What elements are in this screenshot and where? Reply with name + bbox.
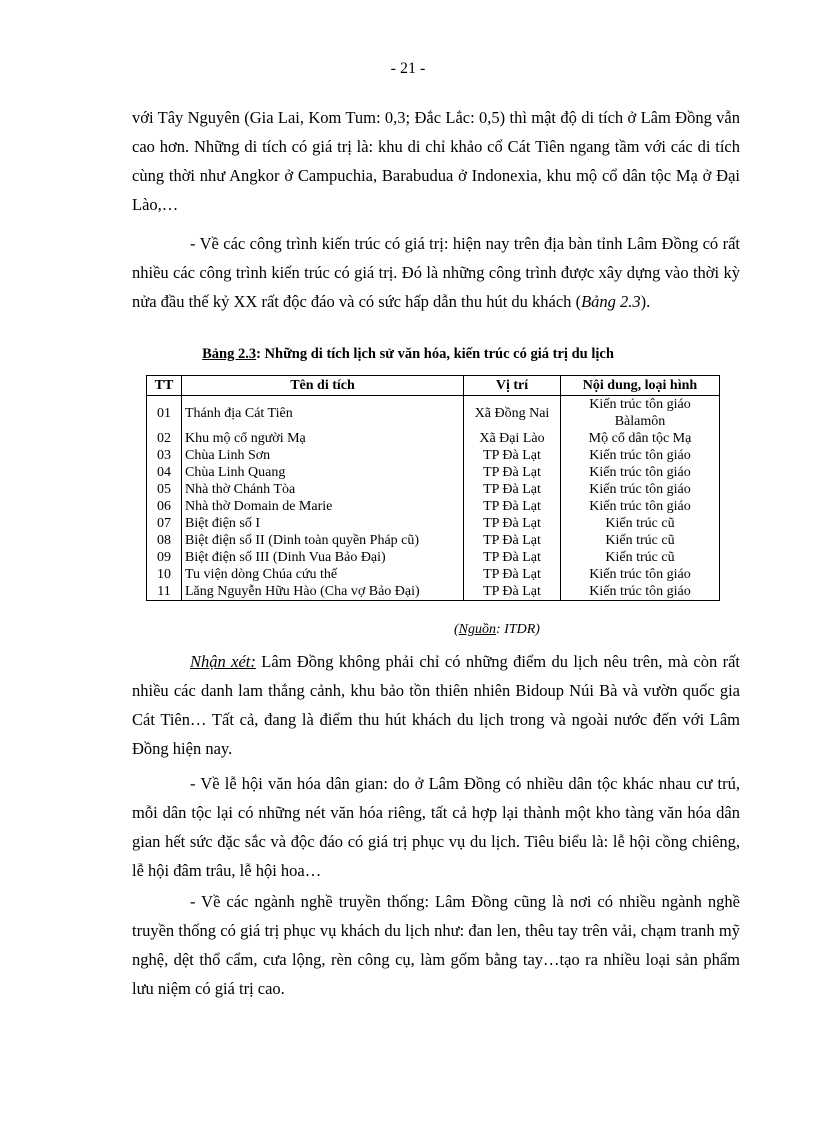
table-row bbox=[147, 396, 720, 431]
paragraph-1-text: với Tây Nguyên (Gia Lai, Kom Tum: 0,3; Đắc Lắc: 0,5) thì mật độ di tích ở Lâm Đồng vẫn cao hơn. Những di tích có giá trị là: khu di chỉ khảo cổ Cát Tiên ngang tầm với các di tích cùng thời như Angkor ở Campuchia, Barabudua ở Indonexia, khu mộ cổ dân tộc Mạ ở Đại Lào,… bbox=[132, 108, 740, 214]
header-name: Tên di tích bbox=[182, 376, 464, 396]
cell-type: Kiến trúc tôn giáo bbox=[561, 447, 720, 464]
cell-tt: 08 bbox=[147, 532, 182, 549]
heritage-table bbox=[146, 375, 720, 601]
cell-location: TP Đà Lạt bbox=[464, 498, 561, 515]
cell-location: TP Đà Lạt bbox=[464, 549, 561, 566]
cell-type: Kiến trúc cũ bbox=[561, 532, 720, 549]
page-number: - 21 - bbox=[390, 60, 426, 77]
table-row bbox=[147, 549, 720, 566]
cell-tt: 01 bbox=[147, 396, 182, 431]
table-row bbox=[147, 532, 720, 549]
table-row bbox=[147, 498, 720, 515]
table-source: (Nguồn: ITDR) bbox=[454, 622, 540, 637]
cell-location: TP Đà Lạt bbox=[464, 481, 561, 498]
header-location: Vị trí bbox=[464, 376, 561, 396]
cell-type: Kiến trúc cũ bbox=[561, 549, 720, 566]
paragraph-5-text: - Về các ngành nghề truyền thống: Lâm Đồng cũng là nơi có nhiều ngành nghề truyền thống có giá trị phục vụ khách du lịch như: đan len, thêu tay trên vải, chạm tranh mỹ nghệ, dệt thổ cẩm, cưa lộng, rèn công cụ, làm gốm bằng tay…tạo ra nhiều loại sản phẩm lưu niệm có giá trị cao. bbox=[132, 892, 740, 998]
paragraph-2: - Về các công trình kiến trúc có giá trị: hiện nay trên địa bàn tỉnh Lâm Đồng có rất nhiều các công trình kiến trúc có giá trị. Đó là những công trình được xây dựng vào thời kỳ nửa đầu thế kỷ XX rất độc đáo và có sức hấp dẫn thu hút du khách (Bảng 2.3). bbox=[132, 234, 740, 311]
paragraph-4 bbox=[132, 769, 740, 885]
cell-name: Nhà thờ Chánh Tòa bbox=[182, 481, 464, 498]
table-row bbox=[147, 566, 720, 583]
cell-name: Khu mộ cổ người Mạ bbox=[182, 430, 464, 447]
table-caption-label: Bảng 2.3 bbox=[202, 346, 257, 362]
table-caption-text: : Những di tích lịch sử văn hóa, kiến trúc có giá trị du lịch bbox=[256, 346, 614, 362]
table-row bbox=[147, 430, 720, 447]
paragraph-1 bbox=[132, 103, 740, 219]
cell-name: Chùa Linh Quang bbox=[182, 464, 464, 481]
cell-name: Chùa Linh Sơn bbox=[182, 447, 464, 464]
cell-tt: 03 bbox=[147, 447, 182, 464]
cell-location: TP Đà Lạt bbox=[464, 566, 561, 583]
table-header-row bbox=[147, 376, 720, 396]
cell-location: TP Đà Lạt bbox=[464, 583, 561, 601]
cell-tt: 11 bbox=[147, 583, 182, 601]
table-row bbox=[147, 464, 720, 481]
cell-name: Nhà thờ Domain de Marie bbox=[182, 498, 464, 515]
cell-tt: 02 bbox=[147, 430, 182, 447]
cell-tt: 07 bbox=[147, 515, 182, 532]
table-reference: Bảng 2.3 bbox=[581, 292, 641, 311]
table-row bbox=[147, 515, 720, 532]
paragraph-remark bbox=[132, 647, 740, 763]
cell-type: Kiến trúc cũ bbox=[561, 515, 720, 532]
cell-type: Kiến trúc tôn giáo bbox=[561, 498, 720, 515]
cell-type: Kiến trúc tôn giáo Bàlamôn bbox=[561, 396, 720, 431]
cell-name: Biệt điện số II (Dinh toàn quyền Pháp cũ) bbox=[182, 532, 464, 549]
cell-location: Xã Đại Lào bbox=[464, 430, 561, 447]
cell-location: TP Đà Lạt bbox=[464, 464, 561, 481]
cell-tt: 04 bbox=[147, 464, 182, 481]
cell-tt: 10 bbox=[147, 566, 182, 583]
remark-text: Lâm Đồng không phải chỉ có những điểm du lịch nêu trên, mà còn rất nhiều các danh lam thắng cảnh, khu bảo tồn thiên nhiên Bidoup Núi Bà và vườn quốc gia Cát Tiên… Tất cả, đang là điểm thu hút khách du lịch trong và ngoài nước đến với Lâm Đồng hiện nay. bbox=[132, 652, 741, 758]
cell-type: Mộ cổ dân tộc Mạ bbox=[561, 430, 720, 447]
cell-type: Kiến trúc tôn giáo bbox=[561, 464, 720, 481]
table-row bbox=[147, 481, 720, 498]
cell-name: Biệt điện số I bbox=[182, 515, 464, 532]
source-label: Nguồn bbox=[458, 622, 497, 637]
paragraph-4-text: - Về lễ hội văn hóa dân gian: do ở Lâm Đồng có nhiều dân tộc khác nhau cư trú, mỗi dân tộc lại có những nét văn hóa riêng, tất cả hợp lại thành một kho tàng văn hóa dân gian hết sức đặc sắc và độc đáo có giá trị phục vụ du lịch. Tiêu biểu là: lễ hội cồng chiêng, lễ hội đâm trâu, lễ hội hoa… bbox=[132, 774, 740, 880]
remark-label: Nhận xét: bbox=[190, 652, 256, 671]
table-row bbox=[147, 447, 720, 464]
cell-location: Xã Đồng Nai bbox=[464, 396, 561, 431]
cell-name: Thánh địa Cát Tiên bbox=[182, 396, 464, 431]
cell-location: TP Đà Lạt bbox=[464, 447, 561, 464]
paragraph-2-text: - Về các công trình kiến trúc có giá trị: hiện nay trên địa bàn tỉnh Lâm Đồng có rất nhiều các công trình kiến trúc có giá trị. Đó là những công trình được xây dựng vào thời kỳ nửa đầu thế kỷ XX rất độc đáo và có sức hấp dẫn thu hút du khách bbox=[132, 234, 740, 311]
table-row bbox=[147, 583, 720, 601]
cell-tt: 09 bbox=[147, 549, 182, 566]
cell-name: Lăng Nguyễn Hữu Hào (Cha vợ Bảo Đại) bbox=[182, 583, 464, 601]
table-caption bbox=[0, 346, 816, 363]
cell-location: TP Đà Lạt bbox=[464, 532, 561, 549]
cell-type: Kiến trúc tôn giáo bbox=[561, 481, 720, 498]
header-tt: TT bbox=[147, 376, 182, 396]
header-type: Nội dung, loại hình bbox=[561, 376, 720, 396]
cell-tt: 06 bbox=[147, 498, 182, 515]
cell-location: TP Đà Lạt bbox=[464, 515, 561, 532]
cell-tt: 05 bbox=[147, 481, 182, 498]
cell-type: Kiến trúc tôn giáo bbox=[561, 566, 720, 583]
cell-name: Biệt điện số III (Dinh Vua Bảo Đại) bbox=[182, 549, 464, 566]
cell-name: Tu viện dòng Chúa cứu thế bbox=[182, 566, 464, 583]
cell-type: Kiến trúc tôn giáo bbox=[561, 583, 720, 601]
paragraph-5 bbox=[132, 887, 740, 1003]
